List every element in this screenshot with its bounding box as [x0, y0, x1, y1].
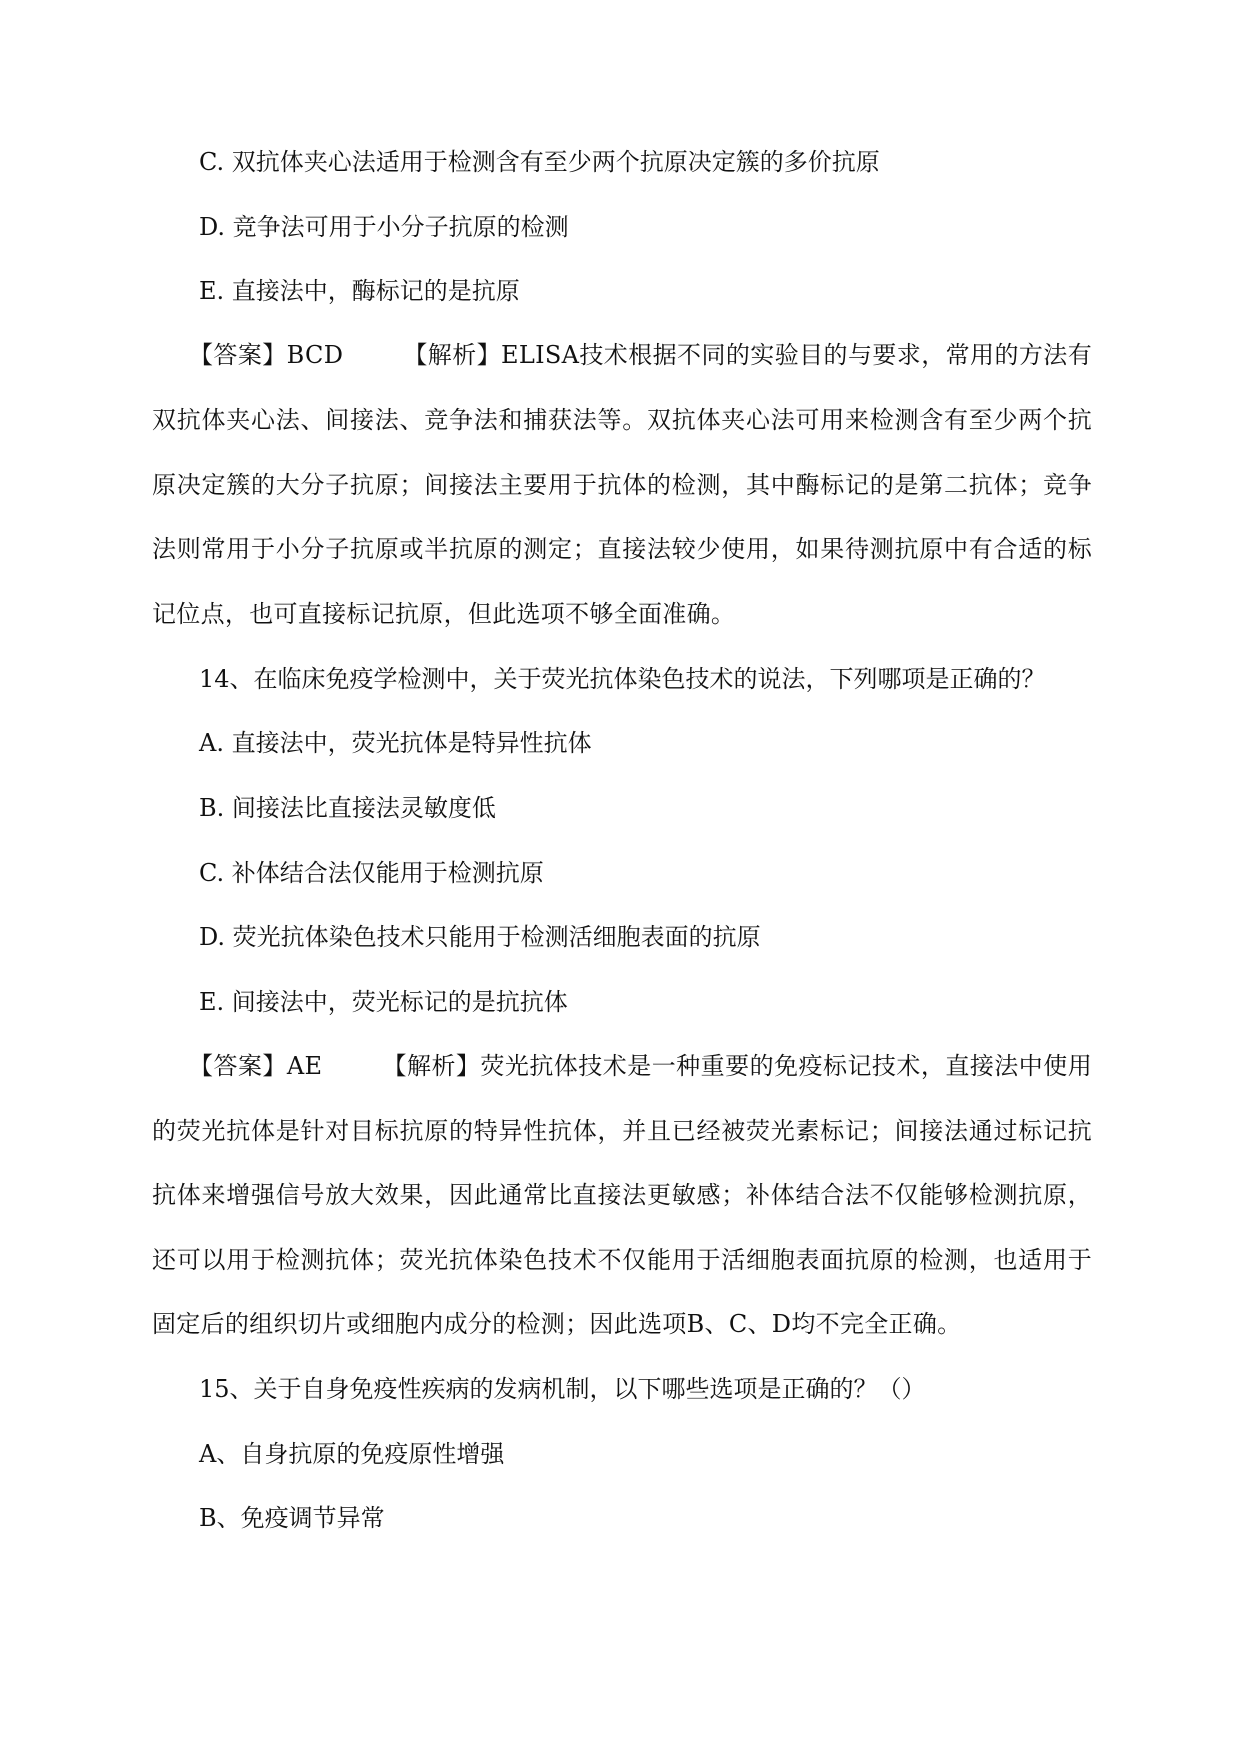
q13-answer: 【答案】BCD [189, 341, 344, 370]
q13-analysis: 【解析】ELISA技术根据不同的实验目的与要求，常用的方法有双抗体夹心法、间接法、竞争法和捕获法等。双抗体夹心法可用来检测含有至少两个抗原决定簇的大分子抗原；间接法主要用于抗体的检测，其中酶标记的是第二抗体；竞争法则常用于小分子抗原或半抗原的测定；直接法较少使用，如果待测抗原中有合适的标记位点，也可直接标记抗原，但此选项不够全面准确。 [152, 341, 1092, 628]
q15-option-b: B、免疫调节异常 [199, 1504, 385, 1533]
q14-option-c: C. 补体结合法仅能用于检测抗原 [199, 858, 544, 887]
q13-answer-analysis [152, 323, 1092, 646]
q14-option-e: E. 间接法中，荧光标记的是抗抗体 [199, 987, 568, 1016]
q14-answer-analysis [152, 1034, 1092, 1357]
q14-answer: 【答案】AE [189, 1052, 323, 1081]
q13-option-c: C. 双抗体夹心法适用于检测含有至少两个抗原决定簇的多价抗原 [199, 148, 880, 176]
q14-analysis: 【解析】荧光抗体技术是一种重要的免疫标记技术，直接法中使用的荧光抗体是针对目标抗原的特异性抗体，并且已经被荧光素标记；间接法通过标记抗抗体来增强信号放大效果，因此通常比直接法更敏感；补体结合法不仅能够检测抗原，还可以用于检测抗体；荧光抗体染色技术不仅能用于活细胞表面抗原的检测，也适用于固定后的组织切片或细胞内成分的检测；因此选项B、C、D均不完全正确。 [152, 1052, 1092, 1339]
q13-option-d: D. 竞争法可用于小分子抗原的检测 [199, 212, 569, 241]
q15-question: 15、关于自身免疫性疾病的发病机制，以下哪些选项是正确的？（） [199, 1375, 926, 1404]
page-content [152, 142, 1092, 1563]
q13-option-e: E. 直接法中，酶标记的是抗原 [199, 277, 520, 306]
q14-option-a: A. 直接法中，荧光抗体是特异性抗体 [199, 729, 592, 758]
q14-option-b: B. 间接法比直接法灵敏度低 [199, 793, 496, 822]
q14-option-d: D. 荧光抗体染色技术只能用于检测活细胞表面的抗原 [199, 923, 761, 952]
q14-question: 14、在临床免疫学检测中，关于荧光抗体染色技术的说法，下列哪项是正确的？ [199, 664, 1046, 693]
q15-option-a: A、自身抗原的免疫原性增强 [199, 1439, 505, 1468]
